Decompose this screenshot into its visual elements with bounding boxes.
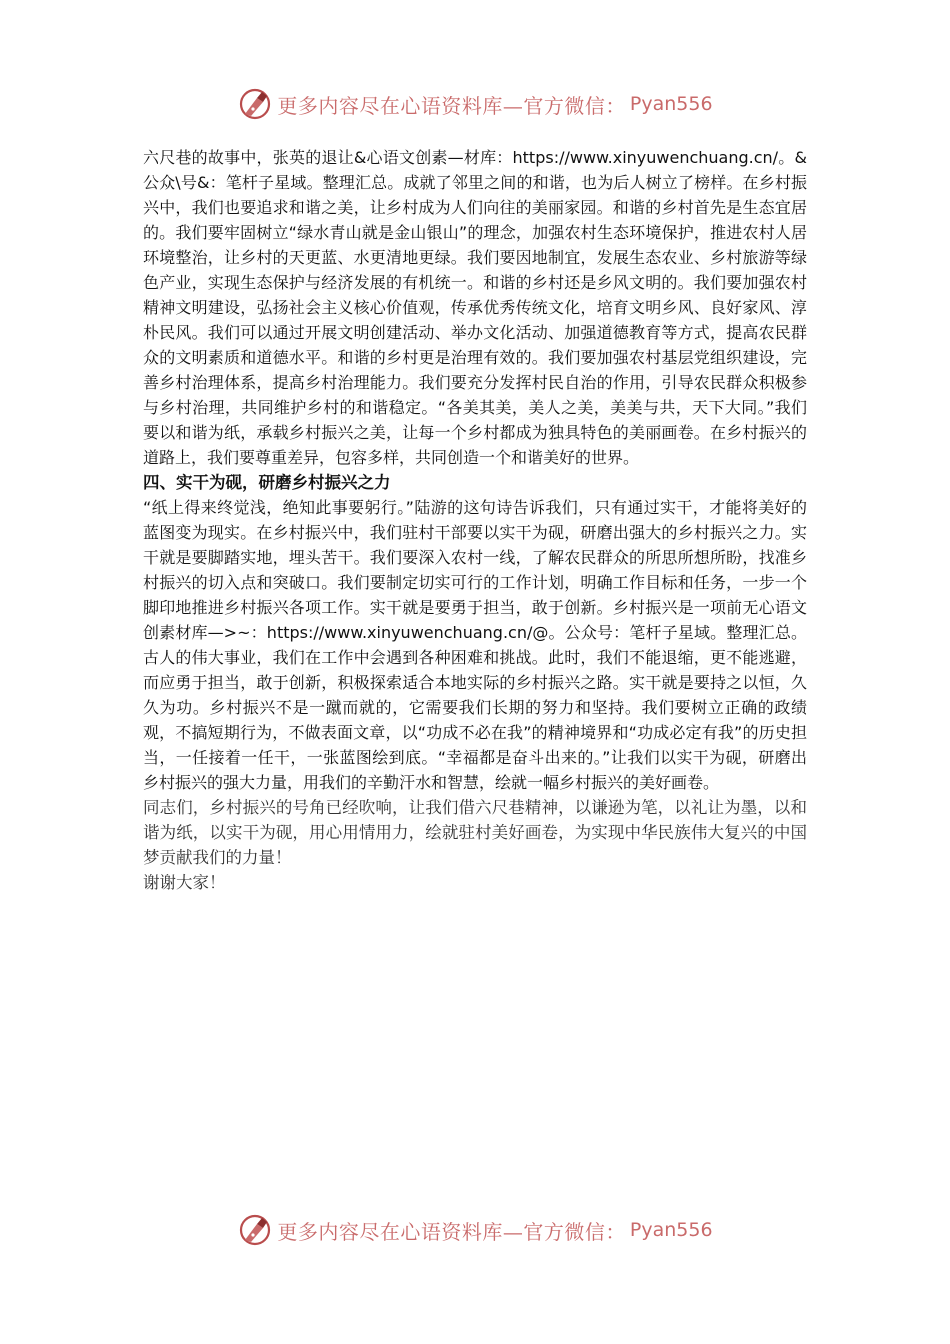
footer-banner <box>0 1208 950 1252</box>
pen-nib-logo-icon <box>237 1212 273 1248</box>
paragraph-thanks: 谢谢大家！ <box>143 873 226 892</box>
banner-text: 更多内容尽在心语资料库—官方微信： <box>277 1219 626 1244</box>
paragraph-hard-work: “纸上得来终觉浅，绝知此事要躬行。”陆游的这句诗告诉我们，只有通过实干，才能将美好的蓝图变为现实。在乡村振兴中，我们驻村干部要以实干为砚，研磨出强大的乡村振兴之力。实干就是要脚踏实地，埋头苦干。我们要深入农村一线，了解农民群众的所思所想所盼，找准乡村振兴的切入点和突破口。我们要制定切实可行的工作计划，明确工作目标和任务，一步一个脚印地推进乡村振兴各项工作。实干就是要勇于担当，敢于创新。乡村振兴是一项前无心语文创素材库—>~：https://www.xinyuwenchuang.cn/@。公众号：笔杆子星域。整理汇总。古人的伟大事业，我们在工作中会遇到各种困难和挑战。此时，我们不能退缩，更不能逃避，而应勇于担当，敢于创新，积极探索适合本地实际的乡村振兴之路。实干就是要持之以恒，久久为功。乡村振兴不是一蹴而就的，它需要我们长期的努力和坚持。我们要树立正确的政绩观，不搞短期行为，不做表面文章，以“功成不必在我”的精神境界和“功成必定有我”的历史担当，一任接着一任干，一张蓝图绘到底。“幸福都是奋斗出来的。”让我们以实干为砚，研磨出乡村振兴的强大力量，用我们的辛勤汗水和智慧，绘就一幅乡村振兴的美好画卷。 <box>143 498 807 792</box>
banner-wechat-id: Pyan556 <box>629 93 713 115</box>
banner-wechat-id: Pyan556 <box>629 1219 713 1241</box>
pen-nib-logo-icon <box>237 86 273 122</box>
header-banner <box>0 82 950 126</box>
paragraph-closing: 同志们，乡村振兴的号角已经吹响，让我们借六尺巷精神，以谦逊为笔，以礼让为墨，以和谐为纸，以实干为砚，用心用情用力，绘就驻村美好画卷，为实现中华民族伟大复兴的中国梦贡献我们的力量！ <box>143 798 807 867</box>
document-body <box>143 145 807 895</box>
section-heading-4: 四、实干为砚，研磨乡村振兴之力 <box>143 473 391 492</box>
paragraph-harmony: 六尺巷的故事中，张英的退让&心语文创素—材库：https://www.xinyuwenchuang.cn/。&公众\号&：笔杆子星域。整理汇总。成就了邻里之间的和谐，也为后人树立了榜样。在乡村振兴中，我们也要追求和谐之美，让乡村成为人们向往的美丽家园。和谐的乡村首先是生态宜居的。我们要牢固树立“绿水青山就是金山银山”的理念，加强农村生态环境保护，推进农村人居环境整治，让乡村的天更蓝、水更清地更绿。我们要因地制宜，发展生态农业、乡村旅游等绿色产业，实现生态保护与经济发展的有机统一。和谐的乡村还是乡风文明的。我们要加强农村精神文明建设，弘扬社会主义核心价值观，传承优秀传统文化，培育文明乡风、良好家风、淳朴民风。我们可以通过开展文明创建活动、举办文化活动、加强道德教育等方式，提高农民群众的文明素质和道德水平。和谐的乡村更是治理有效的。我们要加强农村基层党组织建设，完善乡村治理体系，提高乡村治理能力。我们要充分发挥村民自治的作用，引导农民群众积极参与乡村治理，共同维护乡村的和谐稳定。“各美其美，美人之美，美美与共，天下大同。”我们要以和谐为纸，承载乡村振兴之美，让每一个乡村都成为独具特色的美丽画卷。在乡村振兴的道路上，我们要尊重差异，包容多样，共同创造一个和谐美好的世界。 <box>143 148 807 467</box>
banner-text: 更多内容尽在心语资料库—官方微信： <box>277 93 626 118</box>
